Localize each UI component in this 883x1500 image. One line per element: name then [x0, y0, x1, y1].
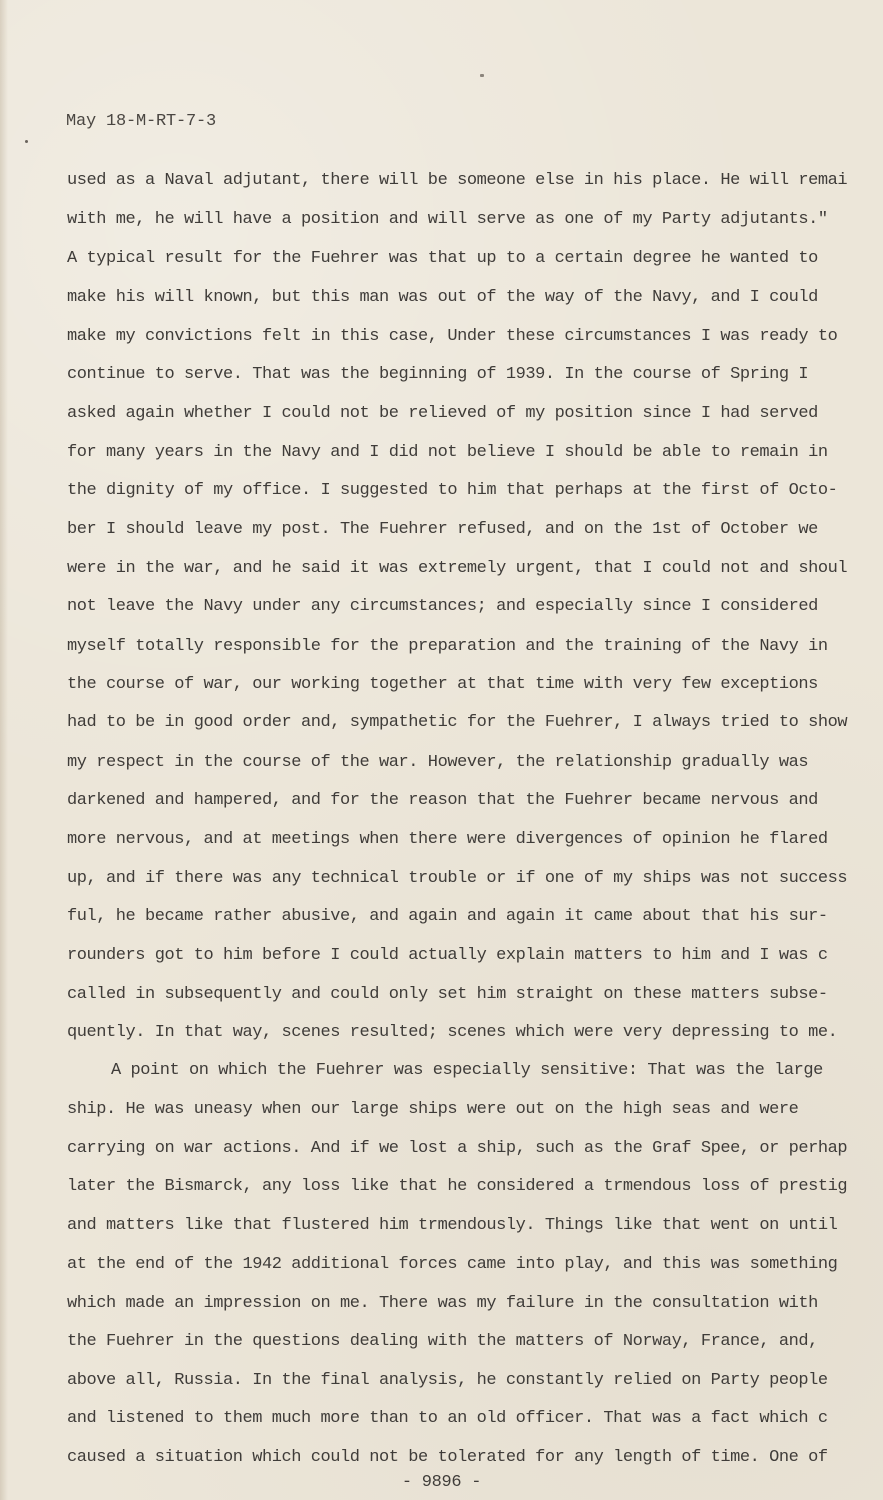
text-line: ship. He was uneasy when our large ships were out on the high seas and were [67, 1100, 799, 1119]
text-line: had to be in good order and, sympathetic for the Fuehrer, I always tried to show [67, 713, 848, 732]
text-line: A point on which the Fuehrer was especially sensitive: That was the large [111, 1061, 823, 1080]
text-line: the Fuehrer in the questions dealing with the matters of Norway, France, and, [67, 1332, 818, 1351]
text-line: rounders got to him before I could actually explain matters to him and I was c [67, 946, 828, 965]
text-line: make his will known, but this man was out of the way of the Navy, and I could [67, 288, 818, 307]
text-line: make my convictions felt in this case, Under these circumstances I was ready to [67, 327, 838, 346]
text-line: ful, he became rather abusive, and again and again it came about that his sur- [67, 907, 828, 926]
text-line: at the end of the 1942 additional forces came into play, and this was something [67, 1255, 838, 1274]
text-line: were in the war, and he said it was extremely urgent, that I could not and shoul [67, 559, 848, 578]
text-line: continue to serve. That was the beginning of 1939. In the course of Spring I [67, 365, 809, 384]
text-line: darkened and hampered, and for the reason that the Fuehrer became nervous and [67, 791, 818, 810]
text-line: myself totally responsible for the preparation and the training of the Navy in [67, 637, 828, 656]
text-line: not leave the Navy under any circumstances; and especially since I considered [67, 597, 818, 616]
text-line: with me, he will have a position and will serve as one of my Party adjutants." [67, 210, 828, 229]
text-line: my respect in the course of the war. However, the relationship gradually was [67, 753, 809, 772]
text-line: more nervous, and at meetings when there were divergences of opinion he flared [67, 830, 828, 849]
text-line: ber I should leave my post. The Fuehrer refused, and on the 1st of October we [67, 520, 818, 539]
text-line: up, and if there was any technical trouble or if one of my ships was not success [67, 869, 848, 888]
text-line: the dignity of my office. I suggested to him that perhaps at the first of Octo- [67, 481, 838, 500]
text-line: for many years in the Navy and I did not believe I should be able to remain in [67, 443, 828, 462]
text-line: later the Bismarck, any loss like that he considered a trmendous loss of prestig [67, 1177, 848, 1196]
text-line: and listened to them much more than to an old officer. That was a fact which c [67, 1409, 828, 1428]
text-line: quently. In that way, scenes resulted; scenes which were very depressing to me. [67, 1023, 838, 1042]
text-line: asked again whether I could not be relieved of my position since I had served [67, 404, 818, 423]
text-line: carrying on war actions. And if we lost a ship, such as the Graf Spee, or perhap [67, 1139, 848, 1158]
text-line: which made an impression on me. There was my failure in the consultation with [67, 1294, 818, 1313]
text-line: the course of war, our working together at that time with very few exceptions [67, 675, 818, 694]
page-number: - 9896 - [401, 1473, 482, 1492]
text-line: above all, Russia. In the final analysis, he constantly relied on Party people [67, 1371, 828, 1390]
text-line: caused a situation which could not be tolerated for any length of time. One of [67, 1448, 828, 1467]
document-header: May 18-M-RT-7-3 [66, 112, 217, 131]
text-line: and matters like that flustered him trmendously. Things like that went on until [67, 1216, 838, 1235]
text-line: used as a Naval adjutant, there will be someone else in his place. He will remai [67, 171, 848, 190]
text-line: A typical result for the Fuehrer was that up to a certain degree he wanted to [67, 249, 818, 268]
text-line: called in subsequently and could only set him straight on these matters subse- [67, 985, 828, 1004]
